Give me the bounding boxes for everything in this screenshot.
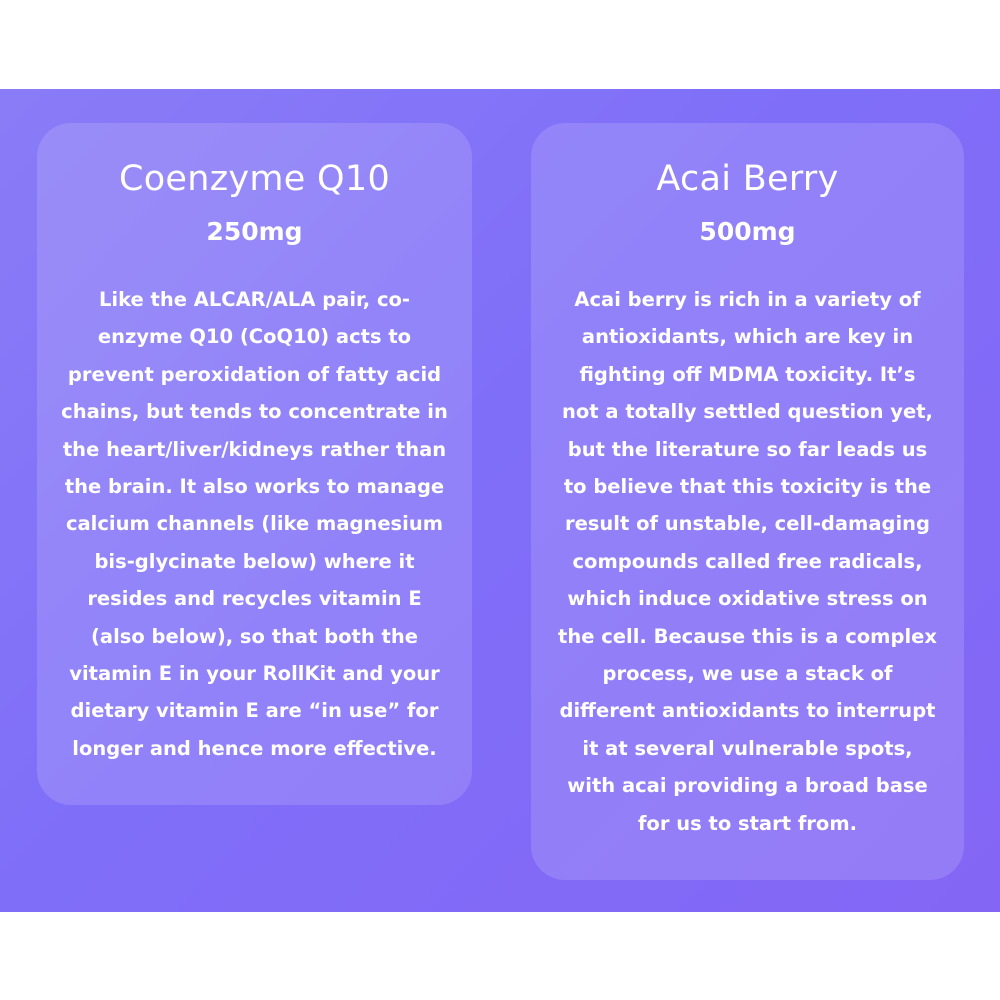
description-line: resides and recycles vitamin E — [87, 587, 422, 611]
description-line: not a totally settled question yet, — [562, 400, 933, 424]
card-description — [543, 281, 952, 842]
description-line: chains, but tends to concentrate in — [61, 400, 448, 424]
description-line: for us to start from. — [637, 811, 858, 835]
description-line: enzyme Q10 (CoQ10) acts to — [97, 325, 412, 349]
card-dose: 250mg — [206, 217, 303, 246]
supplement-section — [0, 89, 1000, 912]
description-line: which induce oxidative stress on — [567, 587, 928, 611]
card-title: Acai Berry — [656, 159, 839, 199]
description-line: result of unstable, cell-damaging — [564, 512, 931, 536]
description-line: with acai providing a broad base — [567, 774, 928, 798]
description-line: the heart/liver/kidneys rather than — [62, 437, 447, 461]
card-dose: 500mg — [699, 217, 796, 246]
description-line: the cell. Because this is a complex — [558, 624, 937, 648]
description-line: Acai berry is rich in a variety of — [574, 288, 921, 311]
description-line: bis-glycinate below) where it — [94, 549, 415, 573]
description-line: it at several vulnerable spots, — [582, 736, 913, 760]
description-line: process, we use a stack of — [602, 662, 893, 686]
card-description — [49, 281, 460, 767]
description-line: to believe that this toxicity is the — [563, 475, 932, 499]
description-line: different antioxidants to interrupt — [559, 699, 936, 723]
description-line: calcium channels (like magnesium — [65, 512, 444, 536]
description-line: dietary vitamin E are “in use” for — [70, 699, 439, 723]
description-line: (also below), so that both the — [91, 624, 418, 648]
card-title: Coenzyme Q10 — [118, 159, 391, 199]
description-line: fighting off MDMA toxicity. It’s — [579, 362, 916, 386]
description-line: antioxidants, which are key in — [581, 325, 914, 349]
description-line: prevent peroxidation of fatty acid — [67, 362, 442, 386]
card-acai-berry — [531, 123, 964, 880]
description-line: the brain. It also works to manage — [64, 475, 445, 499]
description-line: compounds called free radicals, — [572, 549, 923, 573]
description-line: vitamin E in your RollKit and your — [69, 662, 440, 686]
description-line: Like the ALCAR/ALA pair, co- — [98, 288, 411, 311]
card-coenzyme-q10 — [37, 123, 472, 805]
description-line: but the literature so far leads us — [567, 437, 928, 461]
description-line: longer and hence more effective. — [72, 736, 437, 760]
